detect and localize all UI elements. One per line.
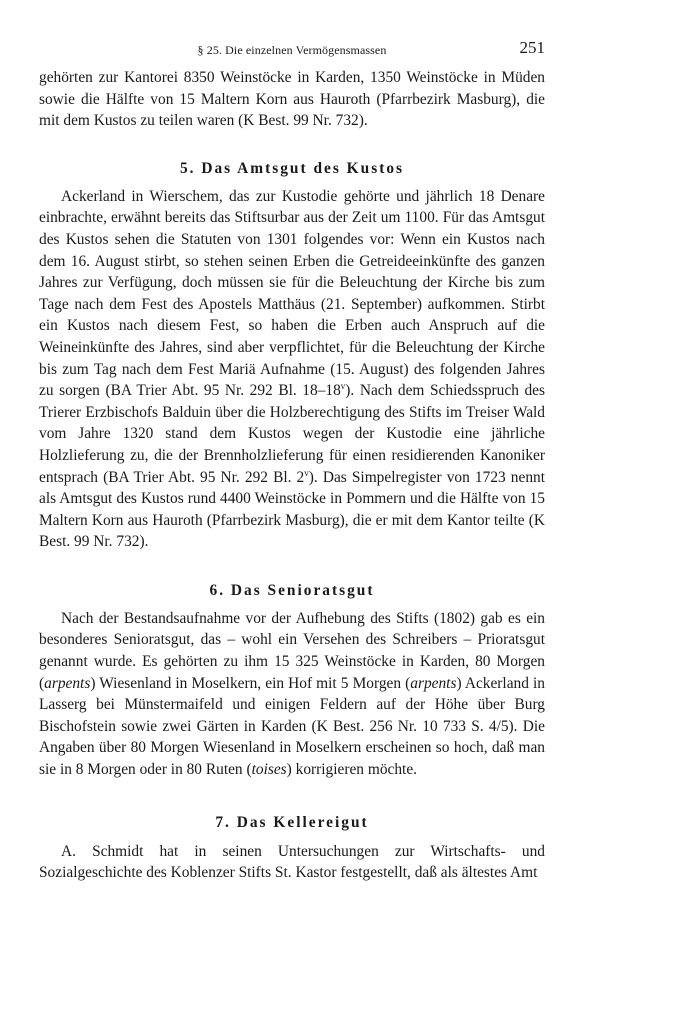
text-run: ) Wiesenland in Moselkern, ein Hof mit 5 Morgen ( bbox=[90, 674, 411, 692]
text-run: ). Nach dem Schiedsspruch des Trierer Erzbischofs Balduin über die Holzberechtigung des Stifts im Treiser Wald vom Jahre 1320 stand dem Kustos wegen der Kustodie eine jährliche Holzlieferung zu, die der Brennholzlieferung für einen residierenden Kanoniker entsprach (BA Trier Abt. 95 Nr. 292 Bl. 2 bbox=[39, 382, 545, 486]
paragraph-kellereigut: A. Schmidt hat in seinen Untersuchungen zur Wirtschafts- und Sozialgeschichte des Koblenzer Stifts St. Kastor festgestellt, daß als ältestes Amt bbox=[39, 842, 545, 882]
section-heading-senioratsgut: 6. Das Senioratsgut bbox=[209, 581, 375, 599]
paragraph-senioratsgut bbox=[39, 608, 545, 781]
italic-term: arpents bbox=[44, 674, 91, 692]
paragraph-amtsgut-kustos bbox=[39, 186, 545, 553]
superscript-verso: v bbox=[304, 467, 309, 478]
text-run: ) Ackerland in Lasserg bei Münstermaifeld und einigen Feldern auf der Höhe über Burg Bischofstein sowie zwei Gärten in Karden (K Best. 256 Nr. 10 733 S. 4/5). Die Angaben über 80 Morgen Wiesenland in Moselkern erscheinen so hoch, daß man sie in 8 Morgen oder in 80 Ruten ( bbox=[39, 674, 545, 779]
text-run: Ackerland in Wierschem, das zur Kustodie gehörte und jährlich 18 Denare einbrachte, erwähnt bereits das Stiftsurbar aus der Zeit um 1100. Für das Amtsgut des Kustos sehen die Statuten von 1301 folgendes vor: Wenn ein Kustos nach dem 16. August stirbt, so stehen seinen Erben die Getreideeinkünfte des ganzen Jahres zur Verfügung, doch müssen sie für die Beleuchtung der Kirche bis zum Tage nach dem Fest des Apostels Matthäus (21. September) aufkommen. Stirbt ein Kustos nach diesem Fest, so haben die Erben auch Anspruch auf die Weineinkünfte des Jahres, sind aber verpflichtet, für die Beleuchtung der Kirche bis zum Tag nach dem Fest Mariä Aufnahme (15. August) des folgenden Jahres zu sorgen (BA Trier Abt. 95 Nr. 292 Bl. 18–18 bbox=[39, 187, 545, 400]
section-heading-amtsgut-kustos: 5. Das Amtsgut des Kustos bbox=[179, 159, 405, 177]
running-head bbox=[39, 38, 545, 62]
italic-term: arpents bbox=[410, 674, 457, 692]
book-page bbox=[39, 38, 545, 884]
text-run: Nach der Bestandsaufnahme vor der Aufhebung des Stifts (1802) gab es ein besonderes Senioratsgut, das – wohl ein Versehen des Schreibers – Prioratsgut genannt wurde. Es gehörten zu ihm 15 325 Weinstöcke in Karden, 80 Morgen ( bbox=[39, 609, 545, 692]
superscript-verso: v bbox=[340, 381, 346, 391]
paragraph-continuation: gehörten zur Kantorei 8350 Weinstöcke in Karden, 1350 Weinstöcke in Müden sowie die Hälfte von 15 Maltern Korn aus Hauroth (Pfarrbezirk Masburg), die mit dem Kustos zu teilen waren (K Best. 99 Nr. 732). bbox=[39, 69, 545, 130]
text-run: ). Das Simpelregister von 1723 nennt als Amtsgut des Kustos rund 4400 Weinstöcke in Pommern und die Hälfte von 15 Maltern Korn aus Hauroth (Pfarrbezirk Masburg), die er mit dem Kantor teilte (K Best. 99 Nr. 732). bbox=[39, 468, 545, 551]
running-title: § 25. Die einzelnen Vermögensmassen bbox=[197, 43, 387, 57]
italic-term: toises bbox=[251, 761, 287, 779]
page-number: 251 bbox=[519, 38, 545, 57]
section-heading-kellereigut: 7. Das Kellereigut bbox=[215, 813, 369, 831]
text-run: ) korrigieren möchte. bbox=[286, 761, 417, 779]
